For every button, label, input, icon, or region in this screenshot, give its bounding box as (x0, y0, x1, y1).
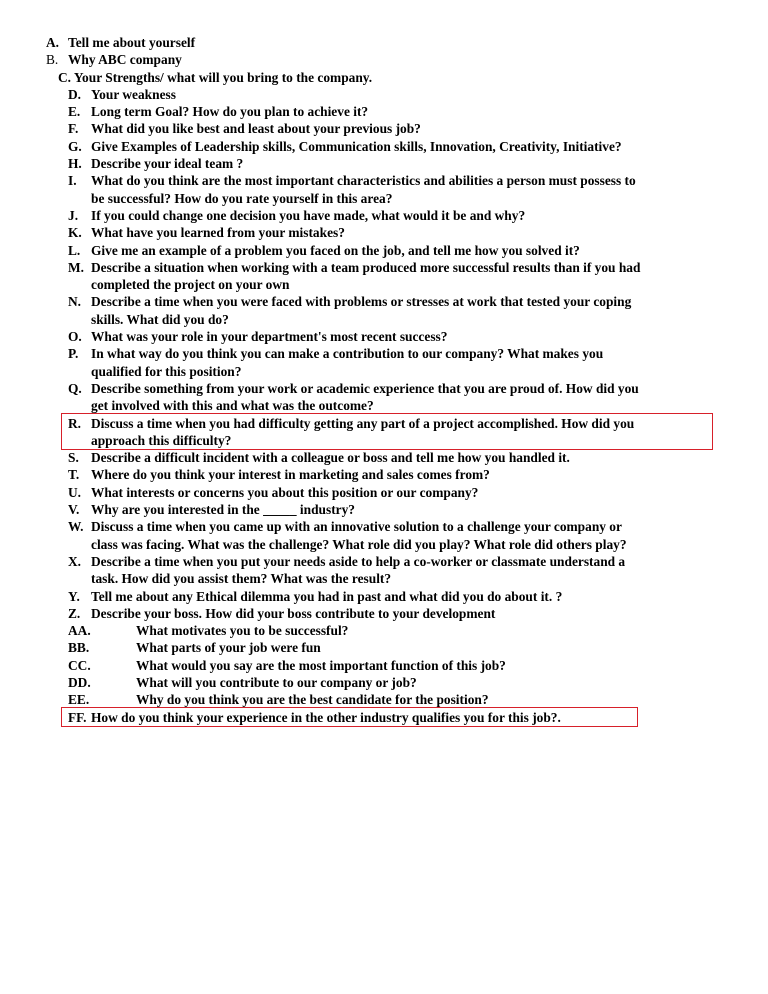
question-text: What parts of your job were fun (136, 640, 321, 656)
question-label: S. (68, 450, 79, 466)
question-text: How do you think your experience in the other industry qualifies you for this job?. (91, 709, 561, 725)
question-line (0, 570, 768, 587)
question-text: What have you learned from your mistakes? (91, 225, 345, 241)
question-text: Discuss a time when you had difficulty getting any part of a project accomplished. How did you (91, 415, 635, 431)
question-line (0, 501, 768, 518)
question-line (0, 34, 768, 51)
question-text: Describe something from your work or academic experience that you are proud of. How did you (91, 380, 639, 396)
question-line (0, 484, 768, 501)
question-text: skills. What did you do? (91, 311, 229, 327)
question-text: If you could change one decision you have made, what would it be and why? (91, 207, 526, 223)
question-line (0, 536, 768, 553)
question-label: Q. (68, 380, 82, 396)
question-line (0, 466, 768, 483)
question-label: FF. (68, 709, 87, 725)
question-label: D. (68, 86, 82, 102)
question-text: What did you like best and least about your previous job? (91, 121, 421, 137)
question-label: Z. (68, 605, 81, 621)
question-line (0, 657, 768, 674)
question-text: qualified for this position? (91, 363, 242, 379)
question-text: Where do you think your interest in marketing and sales comes from? (91, 467, 490, 483)
question-text: What motivates you to be successful? (136, 623, 349, 639)
question-line (0, 86, 768, 103)
question-text: What interests or concerns you about this position or our company? (91, 484, 479, 500)
question-line (0, 605, 768, 622)
question-line (0, 518, 768, 535)
question-label: B. (46, 52, 59, 68)
question-line (0, 155, 768, 172)
question-label: M. (68, 259, 84, 275)
question-line (0, 311, 768, 328)
question-label: N. (68, 294, 82, 310)
question-label: J. (68, 207, 79, 223)
question-text: task. How did you assist them? What was the result? (91, 571, 392, 587)
question-label: V. (68, 502, 80, 518)
question-text: What will you contribute to our company or job? (136, 674, 417, 690)
question-line (0, 172, 768, 189)
question-label: G. (68, 138, 82, 154)
question-line (0, 553, 768, 570)
question-line (0, 449, 768, 466)
question-line (0, 120, 768, 137)
question-list (0, 34, 768, 726)
question-line (0, 674, 768, 691)
question-line (0, 51, 768, 68)
question-text: be successful? How do you rate yourself in this area? (91, 190, 393, 206)
question-text: Give Examples of Leadership skills, Communication skills, Innovation, Creativity, Initiative? (91, 138, 622, 154)
question-line (0, 224, 768, 241)
question-label: T. (68, 467, 80, 483)
question-label: R. (68, 415, 82, 431)
question-text: Why ABC company (68, 52, 182, 68)
question-label: X. (68, 553, 82, 569)
question-label: BB. (68, 640, 90, 656)
question-text: Why do you think you are the best candidate for the position? (136, 692, 489, 708)
question-line (0, 380, 768, 397)
question-label: K. (68, 225, 82, 241)
question-text: C. Your Strengths/ what will you bring to the company. (58, 69, 373, 85)
question-text: approach this difficulty? (91, 432, 232, 448)
question-line (0, 588, 768, 605)
question-line (0, 69, 768, 86)
question-text: Describe a time when you put your needs aside to help a co-worker or classmate understand a (91, 553, 626, 569)
question-label: AA. (68, 623, 91, 639)
question-text: Discuss a time when you came up with an innovative solution to a challenge your company or (91, 519, 622, 535)
question-line (0, 432, 768, 449)
question-line (0, 622, 768, 639)
question-label: EE. (68, 692, 90, 708)
question-line (0, 345, 768, 362)
question-text: What was your role in your department's most recent success? (91, 329, 448, 345)
question-line (0, 691, 768, 708)
question-text: completed the project on your own (91, 277, 290, 293)
question-text: class was facing. What was the challenge? What role did you play? What role did others play? (91, 536, 627, 552)
question-text: Describe your boss. How did your boss contribute to your development (91, 605, 496, 621)
question-label: L. (68, 242, 81, 258)
question-label: W. (68, 519, 84, 535)
question-line (0, 242, 768, 259)
question-label: F. (68, 121, 79, 137)
question-text: Tell me about any Ethical dilemma you had in past and what did you do about it. ? (91, 588, 563, 604)
question-text: Give me an example of a problem you faced on the job, and tell me how you solved it? (91, 242, 580, 258)
question-text: Tell me about yourself (68, 35, 196, 50)
question-line (0, 190, 768, 207)
question-line (0, 363, 768, 380)
question-label: Y. (68, 588, 80, 604)
question-text: Your weakness (91, 86, 176, 102)
question-text: In what way do you think you can make a contribution to our company? What makes you (91, 346, 604, 362)
question-line (0, 709, 768, 726)
question-label: O. (68, 329, 82, 345)
question-text: Describe a time when you were faced with problems or stresses at work that tested your coping (91, 294, 632, 310)
question-label: A. (46, 35, 60, 50)
question-text: Describe a situation when working with a team produced more successful results than if you had (91, 259, 641, 275)
question-text: Why are you interested in the _____ industry? (91, 502, 355, 518)
question-text: Long term Goal? How do you plan to achieve it? (91, 104, 369, 120)
question-label: H. (68, 156, 82, 172)
question-label: U. (68, 484, 82, 500)
question-line (0, 259, 768, 276)
question-label: CC. (68, 657, 91, 673)
question-line (0, 639, 768, 656)
question-label: DD. (68, 674, 91, 690)
question-text: What do you think are the most important characteristics and abilities a person must possess to (91, 173, 636, 189)
question-label: E. (68, 104, 81, 120)
question-label: I. (68, 173, 77, 189)
question-text: get involved with this and what was the outcome? (91, 398, 374, 414)
question-line (0, 328, 768, 345)
question-line (0, 397, 768, 414)
question-line (0, 276, 768, 293)
question-label: P. (68, 346, 79, 362)
question-line (0, 293, 768, 310)
question-line (0, 138, 768, 155)
question-line (0, 207, 768, 224)
question-text: Describe a difficult incident with a colleague or boss and tell me how you handled it. (91, 450, 570, 466)
question-line (0, 103, 768, 120)
question-text: What would you say are the most important function of this job? (136, 657, 506, 673)
question-text: Describe your ideal team ? (91, 156, 244, 172)
question-line (0, 415, 768, 432)
